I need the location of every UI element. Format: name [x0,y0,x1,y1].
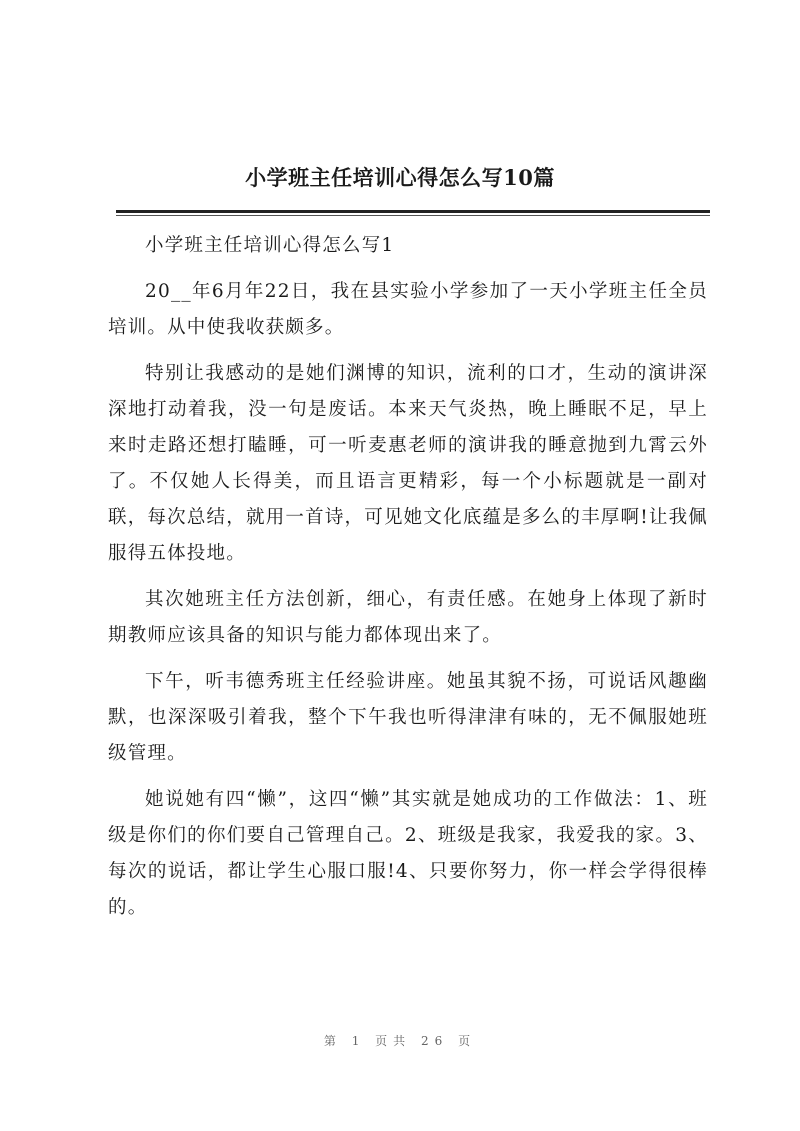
paragraph-4: 下午，听韦德秀班主任经验讲座。她虽其貌不扬，可说话风趣幽默，也深深吸引着我，整个下午我也听得津津有味的，无不佩服她班级管理。 [108,671,708,764]
document-title: 小学班主任培训心得怎么写10篇 [245,165,555,190]
paragraph-2: 特别让我感动的是她们渊博的知识，流利的口才，生动的演讲深深地打动着我，没一句是废话。本来天气炎热，晚上睡眠不足，早上来时走路还想打瞌睡，可一听麦惠老师的演讲我的睡意抛到九霄云外了。不仅她人长得美，而且语言更精彩，每一个小标题就是一副对联，每次总结，就用一首诗，可见她文化底蕴是多么的丰厚啊!让我佩服得五体投地。 [108,363,708,564]
section-heading: 小学班主任培训心得怎么写1 [145,235,395,256]
document-body [108,228,708,936]
paragraph-3: 其次她班主任方法创新，细心，有责任感。在她身上体现了新时期教师应该具备的知识与能力都体现出来了。 [108,589,708,646]
title-divider-thin [116,215,710,216]
paragraph-5: 她说她有四“懒”，这四“懒”其实就是她成功的工作做法：1、班级是你们的你们要自己管理自己。2、班级是我家，我爱我的家。3、每次的说话，都让学生心服口服!4、只要你努力，你一样会学得很棒的。 [108,789,708,918]
page-footer: 第 1 页共 26 页 [323,1034,477,1048]
title-divider [116,210,710,213]
paragraph-1: 20__年6月年22日，我在县实验小学参加了一天小学班主任全员培训。从中使我收获颇多。 [108,281,708,338]
